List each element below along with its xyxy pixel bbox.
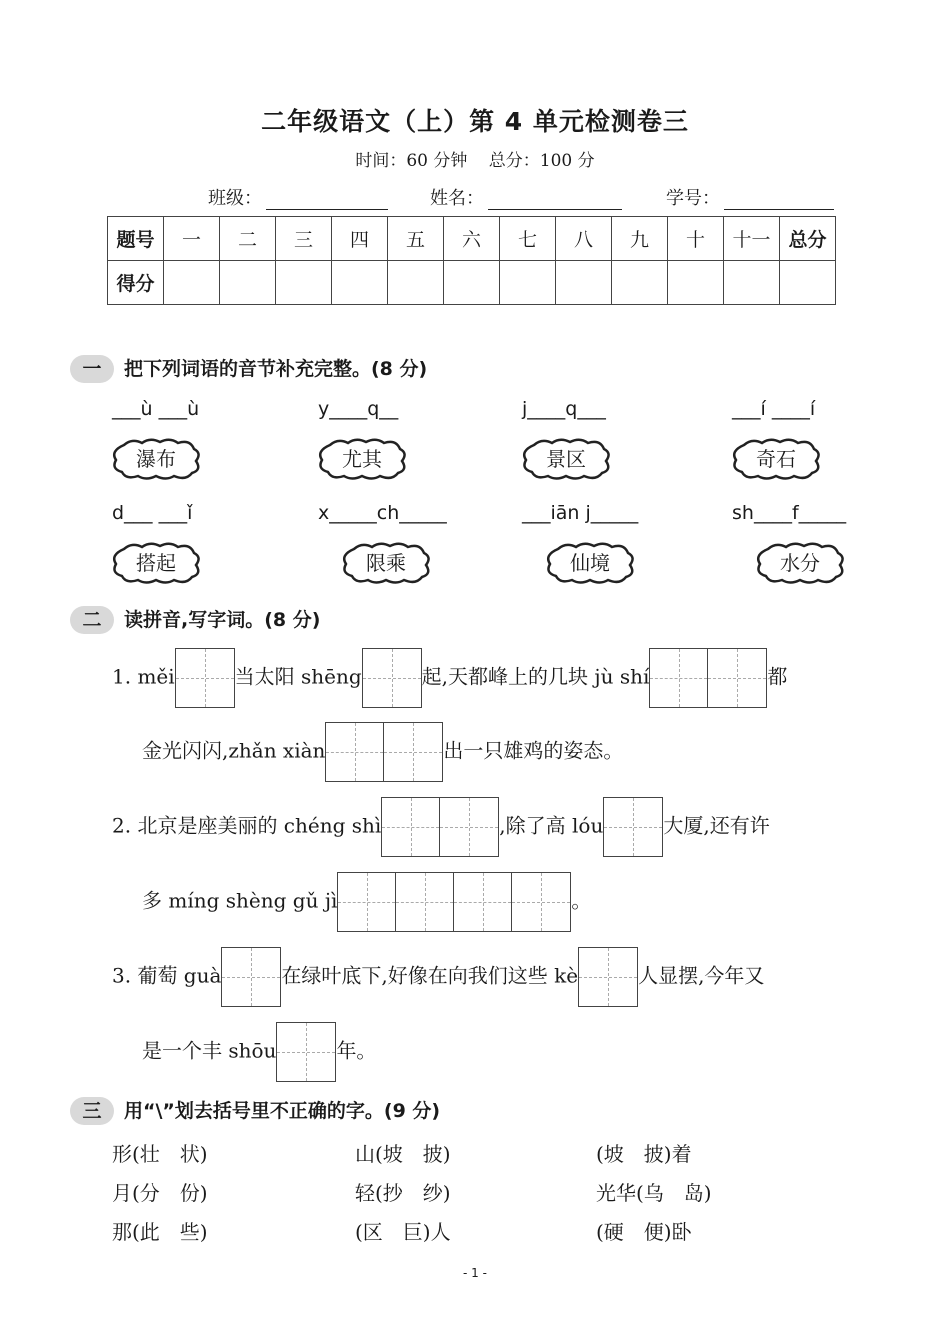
question-text: 2. 北京是座美丽的 chéng shì (112, 813, 382, 838)
choice-item[interactable]: 那(此 些) (112, 1220, 208, 1244)
section-number: 二 (70, 606, 114, 634)
score-header-cell: 十一 (724, 217, 780, 261)
score-cell[interactable] (780, 261, 836, 305)
question-3-line-1 (112, 947, 764, 1007)
score-header-cell: 四 (332, 217, 388, 261)
grid-cell[interactable] (454, 873, 512, 931)
question-text: 3. 葡萄 guà (112, 963, 222, 988)
pinyin-blank[interactable]: ___í ____í (732, 398, 816, 420)
word-cloud (754, 541, 846, 585)
choice-item[interactable]: (区 巨)人 (355, 1220, 451, 1244)
score-cell[interactable] (612, 261, 668, 305)
score-cell[interactable] (500, 261, 556, 305)
score-table-score-row (108, 261, 836, 305)
writing-grid[interactable] (276, 1022, 336, 1082)
name-blank[interactable] (488, 189, 622, 210)
word-text: 限乘 (366, 551, 406, 575)
section-2-heading (70, 605, 320, 635)
question-text: 人显摆,今年又 (638, 963, 765, 988)
word-text: 搭起 (136, 551, 176, 575)
score-header-cell: 二 (220, 217, 276, 261)
question-text: ,除了高 lóu (499, 813, 604, 838)
score-table-header-row (108, 217, 836, 261)
word-cloud (730, 437, 822, 481)
class-label: 班级： (208, 188, 262, 209)
score-cell[interactable] (388, 261, 444, 305)
word-cloud (316, 437, 408, 481)
writing-grid[interactable] (649, 648, 767, 708)
score-cell[interactable] (444, 261, 500, 305)
section-title: 把下列词语的音节补充完整。(8 分) (124, 358, 428, 380)
grid-cell[interactable] (440, 798, 498, 856)
pinyin-blank[interactable]: d___ ___ǐ (112, 502, 193, 524)
score-cell[interactable] (556, 261, 612, 305)
section-number: 三 (70, 1097, 114, 1125)
score-cell[interactable] (220, 261, 276, 305)
score-header-cell: 一 (164, 217, 220, 261)
writing-grid[interactable] (337, 872, 571, 932)
choice-item[interactable]: (硬 便)卧 (596, 1220, 692, 1244)
score-header-cell: 三 (276, 217, 332, 261)
student-id-label: 学号： (666, 188, 720, 209)
pinyin-blank[interactable]: sh____f_____ (732, 502, 847, 524)
score-header-cell: 七 (500, 217, 556, 261)
page-title: 二年级语文（上）第 4 单元检测卷三 (261, 107, 689, 136)
choice-item[interactable]: 轻(抄 纱) (355, 1181, 451, 1205)
section-1-heading (70, 354, 427, 384)
pinyin-blank[interactable]: ___ù ___ù (112, 398, 200, 420)
question-text: 1. měi (112, 664, 175, 689)
word-cloud (520, 437, 612, 481)
question-text: 金光闪闪,zhǎn xiàn (142, 738, 326, 763)
question-1-line-1 (112, 648, 787, 708)
class-field (208, 184, 388, 210)
writing-grid[interactable] (603, 797, 663, 857)
name-label: 姓名： (430, 188, 484, 209)
word-text: 仙境 (570, 551, 610, 575)
section-3-heading (70, 1096, 440, 1126)
pinyin-blank[interactable]: x_____ch_____ (318, 502, 447, 524)
writing-grid[interactable] (175, 648, 235, 708)
grid-cell[interactable] (708, 649, 766, 707)
student-id-field (666, 184, 834, 210)
question-2-line-1 (112, 797, 770, 857)
score-header-cell: 九 (612, 217, 668, 261)
word-cloud (340, 541, 432, 585)
grid-cell[interactable] (176, 649, 234, 707)
word-cloud (110, 437, 202, 481)
word-text: 尤其 (342, 447, 382, 471)
score-cell[interactable] (164, 261, 220, 305)
writing-grid[interactable] (362, 648, 422, 708)
writing-grid[interactable] (325, 722, 443, 782)
grid-cell[interactable] (326, 723, 384, 781)
question-text: 都 (767, 664, 788, 689)
question-text: 大厦,还有许 (663, 813, 770, 838)
total-score: 总分：100 分 (488, 151, 595, 171)
score-cell[interactable] (724, 261, 780, 305)
word-cloud (110, 541, 202, 585)
grid-cell[interactable] (382, 798, 440, 856)
question-text: 当太阳 shēng (234, 664, 362, 689)
score-header-cell: 六 (444, 217, 500, 261)
section-title: 读拼音,写字词。(8 分) (124, 609, 321, 631)
grid-cell[interactable] (384, 723, 442, 781)
question-text: 。 (571, 888, 592, 913)
question-text: 出一只雄鸡的姿态。 (443, 738, 624, 763)
word-text: 奇石 (756, 447, 796, 471)
grid-cell[interactable] (650, 649, 708, 707)
question-text: 起,天都峰上的几块 jù shí (421, 664, 650, 689)
name-field (430, 184, 622, 210)
score-header-cell: 总分 (780, 217, 836, 261)
section-title: 用“\”划去括号里不正确的字。(9 分) (124, 1100, 441, 1122)
word-text: 水分 (780, 551, 820, 575)
question-text: 多 míng shèng gǔ jì (142, 888, 338, 913)
score-cell[interactable] (332, 261, 388, 305)
pinyin-blank[interactable]: ___iān j_____ (522, 502, 639, 524)
score-row-label: 得分 (108, 261, 164, 305)
score-header-cell: 题号 (108, 217, 164, 261)
student-id-blank[interactable] (724, 189, 834, 210)
choice-item[interactable]: (坡 披)着 (596, 1142, 692, 1166)
word-cloud (544, 541, 636, 585)
exam-info (0, 146, 950, 171)
question-2-line-2 (142, 872, 591, 932)
score-table (107, 216, 836, 305)
choice-item[interactable]: 山(坡 披) (355, 1142, 451, 1166)
choice-item[interactable]: 月(分 份) (112, 1181, 208, 1205)
question-1-line-2 (142, 722, 623, 782)
grid-cell[interactable] (338, 873, 396, 931)
pinyin-blank[interactable]: y____q__ (318, 398, 399, 420)
grid-cell[interactable] (277, 1023, 335, 1081)
score-cell[interactable] (276, 261, 332, 305)
score-cell[interactable] (668, 261, 724, 305)
choice-item[interactable]: 形(壮 状) (112, 1142, 208, 1166)
score-header-cell: 八 (556, 217, 612, 261)
class-blank[interactable] (266, 189, 388, 210)
section-number: 一 (70, 355, 114, 383)
question-3-line-2 (142, 1022, 376, 1082)
question-text: 是一个丰 shōu (142, 1038, 277, 1063)
score-header-cell: 十 (668, 217, 724, 261)
grid-cell[interactable] (579, 948, 637, 1006)
choice-item[interactable]: 光华(乌 岛) (596, 1181, 712, 1205)
question-text: 在绿叶底下,好像在向我们这些 kè (281, 963, 579, 988)
question-text: 年。 (336, 1038, 377, 1063)
grid-cell[interactable] (396, 873, 454, 931)
grid-cell[interactable] (222, 948, 280, 1006)
grid-cell[interactable] (604, 798, 662, 856)
word-text: 景区 (546, 447, 586, 471)
time-limit: 时间：60 分钟 (355, 151, 468, 171)
page-number: - 1 - (463, 1266, 487, 1280)
writing-grid[interactable] (221, 947, 281, 1007)
pinyin-blank[interactable]: j____q___ (522, 398, 606, 420)
grid-cell[interactable] (363, 649, 421, 707)
writing-grid[interactable] (381, 797, 499, 857)
writing-grid[interactable] (578, 947, 638, 1007)
word-text: 瀑布 (136, 447, 176, 471)
score-header-cell: 五 (388, 217, 444, 261)
grid-cell[interactable] (512, 873, 570, 931)
